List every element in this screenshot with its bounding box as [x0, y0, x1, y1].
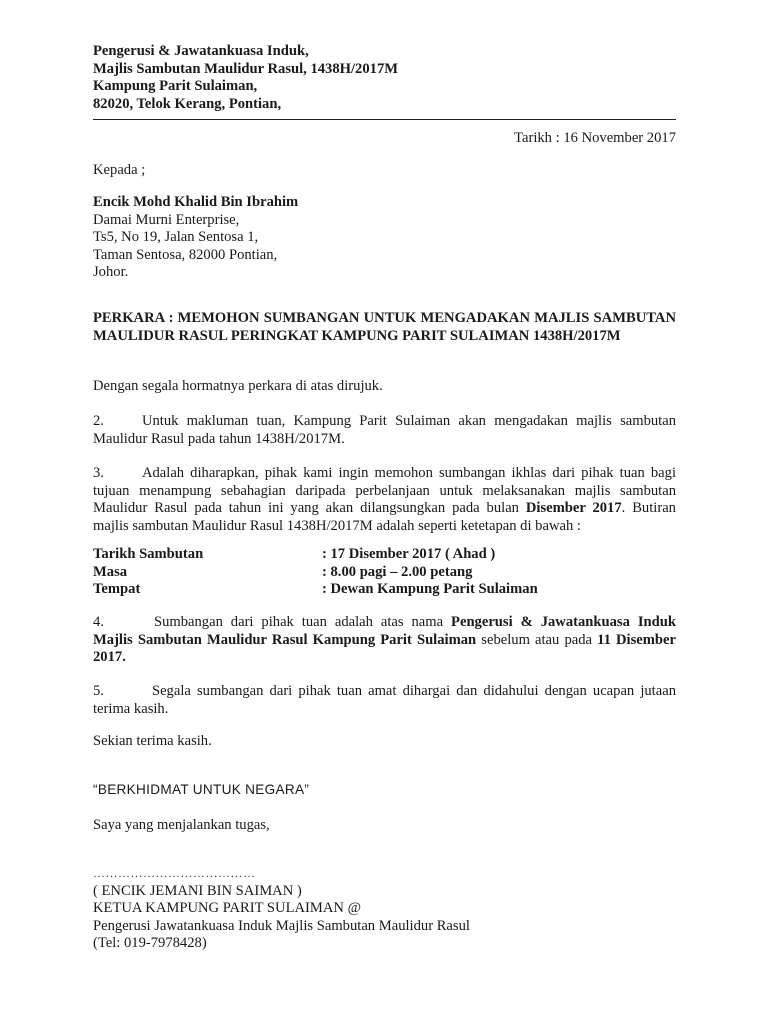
recipient-line-1: Damai Murni Enterprise,	[93, 211, 240, 228]
paragraph-4-number: 4.	[93, 614, 104, 630]
sender-line-1: Pengerusi & Jawatankuasa Induk,	[93, 43, 309, 59]
paragraph-4-deadline: 11 Disember 2017.	[93, 631, 676, 666]
duty-line: Saya yang menjalankan tugas,	[93, 817, 270, 833]
paragraph-5	[93, 683, 676, 718]
paragraph-4	[93, 614, 676, 667]
recipient-line-4: Johor.	[93, 264, 129, 281]
signatory-title-2: Pengerusi Jawatankuasa Induk Majlis Sambutan Maulidur Rasul	[93, 917, 470, 934]
event-venue-value: : Dewan Kampung Parit Sulaiman	[322, 581, 538, 598]
paragraph-2-number: 2.	[93, 413, 104, 429]
signature-line: …………………………………	[93, 866, 256, 880]
letter-date: Tarikh : 16 November 2017	[514, 130, 676, 146]
signatory-phone: (Tel: 019-7978428)	[93, 935, 207, 952]
paragraph-2	[93, 413, 676, 448]
sender-address	[93, 43, 676, 120]
paragraph-3	[93, 465, 676, 535]
sender-line-3: Kampung Parit Sulaiman,	[93, 78, 258, 95]
paragraph-3-number: 3.	[93, 465, 104, 481]
paragraph-2-text: Untuk makluman tuan, Kampung Parit Sulaiman akan mengadakan majlis sambutan Maulidur Rasul pada tahun 1438H/2017M.	[93, 413, 676, 447]
event-time-row	[93, 564, 676, 582]
paragraph-5-text: Segala sumbangan dari pihak tuan amat dihargai dan didahului dengan ucapan jutaan terima kasih.	[93, 683, 676, 717]
paragraph-4-text-b: sebelum atau pada	[476, 631, 598, 648]
sender-line-4: 82020, Telok Kerang, Pontian,	[93, 95, 282, 112]
recipient-address	[93, 194, 676, 282]
paragraph-3-text-b: . Butiran majlis sambutan Maulidur Rasul 1438H/2017M adalah seperti ketetapan di bawah :	[93, 500, 676, 534]
header-divider	[93, 119, 676, 120]
signatory-name: ( ENCIK JEMANI BIN SAIMAN )	[93, 882, 302, 899]
sender-line-2: Majlis Sambutan Maulidur Rasul, 1438H/2017M	[93, 60, 399, 77]
motto: “BERKHIDMAT UNTUK NEGARA”	[93, 782, 310, 797]
recipient-name: Encik Mohd Khalid Bin Ibrahim	[93, 194, 299, 210]
event-date-value: : 17 Disember 2017 ( Ahad )	[322, 546, 496, 562]
event-venue-label: Tempat	[93, 581, 141, 598]
paragraph-3-month: Disember 2017	[525, 500, 622, 517]
event-date-row	[93, 546, 676, 564]
paragraph-4-payee: Pengerusi & Jawatankuasa Induk Majlis Sambutan Maulidur Rasul Kampung Parit Sulaiman	[93, 614, 676, 648]
paragraph-5-number: 5.	[93, 683, 104, 699]
closing-sentence: Sekian terima kasih.	[93, 733, 212, 749]
opening-sentence: Dengan segala hormatnya perkara di atas dirujuk.	[93, 378, 383, 394]
event-details	[93, 546, 676, 599]
event-time-value: : 8.00 pagi – 2.00 petang	[322, 563, 473, 580]
paragraph-3-text-a: Adalah diharapkan, pihak kami ingin memohon sumbangan ikhlas dari pihak tuan bagi tujuan menampung sebahagian daripada perbelanjaan untuk melaksanakan majlis sambutan Maulidur Rasul pada tahun ini yang akan dilangsungkan pada bulan	[93, 465, 676, 517]
subject-line: PERKARA : MEMOHON SUMBANGAN UNTUK MENGADAKAN MAJLIS SAMBUTAN MAULIDUR RASUL PERINGKAT KAMPUNG PARIT SULAIMAN 1438H/2017M	[93, 310, 676, 344]
salutation: Kepada ;	[93, 162, 146, 178]
signatory-title-1: KETUA KAMPUNG PARIT SULAIMAN @	[93, 900, 362, 917]
recipient-line-2: Ts5, No 19, Jalan Sentosa 1,	[93, 229, 259, 246]
signature-block	[93, 865, 676, 953]
event-venue-row	[93, 581, 676, 599]
paragraph-4-text-a: Sumbangan dari pihak tuan adalah atas nama	[153, 614, 452, 630]
event-date-label: Tarikh Sambutan	[93, 546, 204, 562]
recipient-line-3: Taman Sentosa, 82000 Pontian,	[93, 246, 278, 263]
event-time-label: Masa	[93, 563, 128, 580]
